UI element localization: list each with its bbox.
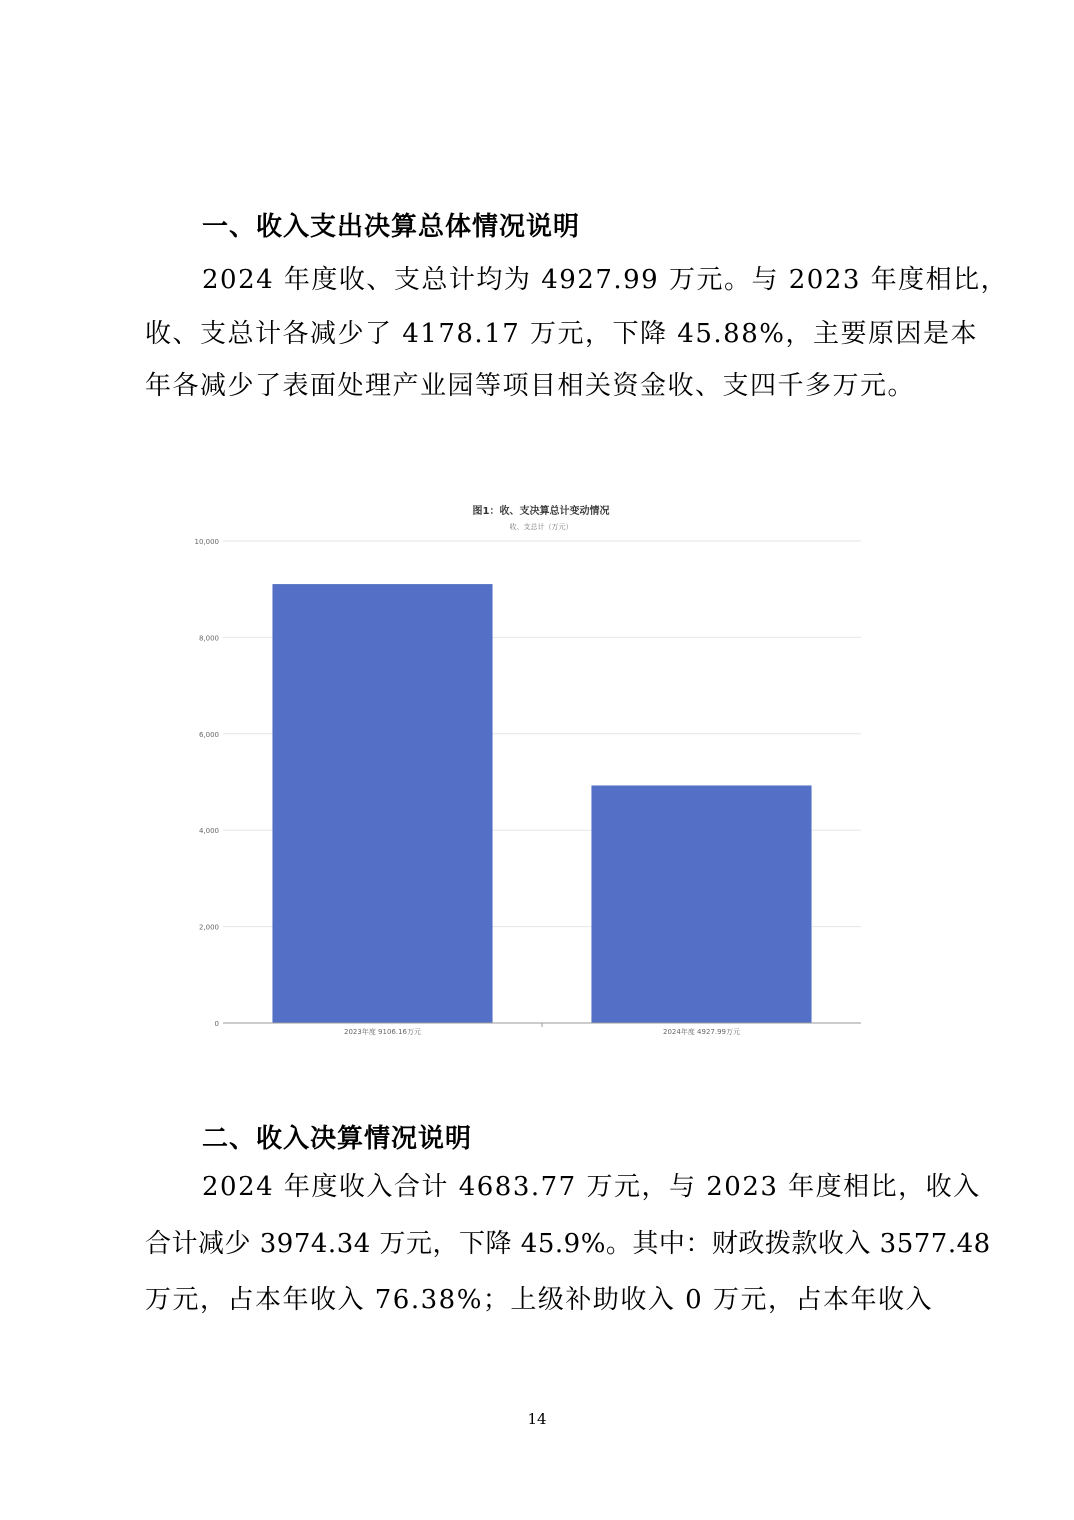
section-2-line-2: 合计减少 3974.34 万元，下降 45.9%。其中：财政拨款收入 3577.48 xyxy=(145,1229,991,1259)
bar xyxy=(591,785,811,1023)
section-2-line-1: 2024 年度收入合计 4683.77 万元，与 2023 年度相比，收入 xyxy=(202,1172,981,1202)
section-1-line-3: 年各减少了表面处理产业园等项目相关资金收、支四千多万元。 xyxy=(145,371,916,401)
section-1-line-2: 收、支总计各减少了 4178.17 万元，下降 45.88%，主要原因是本 xyxy=(145,319,978,349)
section-1-line-1: 2024 年度收、支总计均为 4927.99 万元。与 2023 年度相比， xyxy=(202,265,1009,295)
x-tick-label: 2024年度 4927.99万元 xyxy=(663,1028,740,1036)
bar-chart xyxy=(170,495,880,1045)
section-2-line-3: 万元，占本年收入 76.38%；上级补助收入 0 万元，占本年收入 xyxy=(145,1285,933,1315)
chart-title: 图1：收、支决算总计变动情况 xyxy=(472,506,610,517)
section-1-heading: 一、收入支出决算总体情况说明 xyxy=(202,212,581,242)
bars xyxy=(272,584,811,1023)
y-tick-label: 6,000 xyxy=(198,730,219,739)
y-tick-label: 8,000 xyxy=(198,634,219,643)
y-tick-label: 0 xyxy=(214,1020,219,1028)
y-tick-label: 10,000 xyxy=(194,538,219,546)
section-2-heading: 二、收入决算情况说明 xyxy=(202,1124,473,1154)
y-tick-label: 2,000 xyxy=(198,923,219,932)
y-tick-label: 4,000 xyxy=(198,827,219,836)
chart-subtitle: 收、支总计（万元） xyxy=(509,523,573,531)
page-number: 14 xyxy=(527,1410,547,1428)
x-tick-label: 2023年度 9106.16万元 xyxy=(344,1028,421,1036)
bar xyxy=(272,584,492,1023)
